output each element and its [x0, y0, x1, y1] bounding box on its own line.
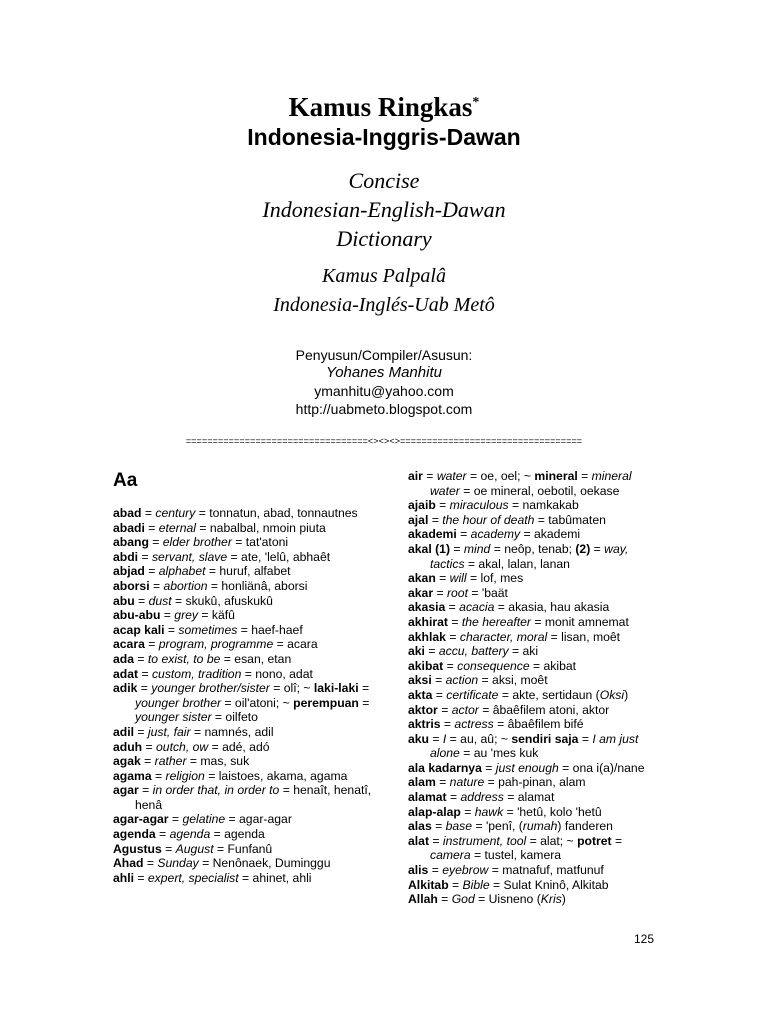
dictionary-entry [113, 725, 373, 740]
entry-text: = [431, 819, 446, 834]
entry-text: = henaît, henatî, henâ [135, 783, 372, 812]
left-column [113, 506, 373, 885]
entry-headword: agama [113, 768, 152, 783]
dictionary-entry [408, 863, 658, 878]
entry-headword: aksi [408, 673, 432, 688]
entry-translation: accu, battery [438, 644, 509, 659]
entry-text: = [155, 827, 170, 842]
entry-headword: perempuan [293, 695, 359, 710]
entry-text: = [448, 877, 463, 892]
entry-translation: actress [454, 717, 494, 732]
entry-headword: agar-agar [113, 812, 169, 827]
right-column [408, 469, 658, 907]
dictionary-entry [408, 775, 658, 790]
entry-headword: Agustus [113, 841, 162, 856]
entry-headword: abu-abu [113, 608, 161, 623]
entry-translation: eternal [158, 520, 196, 535]
entry-headword: aktor [408, 702, 438, 717]
entry-text: = [431, 673, 446, 688]
entry-headword: aki [408, 644, 425, 659]
entry-translation: the hour of death [442, 512, 535, 527]
entry-headword: ajal [408, 512, 429, 527]
entry-text: = [445, 600, 460, 615]
entry-text: = [443, 658, 458, 673]
entry-translation: hawk [474, 804, 504, 819]
entry-translation: address [460, 790, 504, 805]
entry-text: = 'baät [467, 585, 508, 600]
entry-text: = au, aû; ~ [446, 731, 512, 746]
entry-headword: acap kali [113, 622, 165, 637]
entry-text: ) fanderen [557, 819, 613, 834]
entry-text: = alamat [503, 790, 555, 805]
entry-text: = aksi, moêt [478, 673, 548, 688]
entry-text: = agenda [210, 827, 265, 842]
dictionary-entry [408, 790, 658, 805]
compiler-blog: http://uabmeto.blogspot.com [295, 401, 473, 417]
entry-headword: mineral [534, 469, 578, 483]
entry-translation: academy [470, 527, 521, 542]
entry-headword: laki-laki [313, 681, 359, 696]
english-title [0, 166, 768, 253]
entry-translation: way, tactics [430, 541, 629, 571]
entry-translation: the hereafter [461, 614, 531, 629]
entry-text: = [435, 498, 450, 513]
entry-translation: abortion [163, 578, 208, 593]
entry-translation: Bible [462, 877, 490, 892]
dictionary-entry [408, 615, 658, 630]
dictionary-entry [408, 834, 658, 863]
entry-headword: akhlak [408, 629, 446, 644]
entry-translation: root [446, 585, 468, 600]
entry-text: = [578, 731, 593, 746]
entry-translation: just, fair [147, 724, 191, 739]
entry-text: = [446, 790, 461, 805]
entry-headword: acara [113, 637, 145, 652]
entry-text: = [160, 608, 175, 623]
title-footnote-mark: * [472, 95, 480, 110]
entry-headword: alas [408, 819, 432, 834]
dictionary-entry [408, 630, 658, 645]
entry-text: = [144, 637, 159, 652]
dawan-title [0, 262, 768, 320]
entry-text: = âbaêfilem atoni, aktor [478, 702, 610, 717]
entry-text: = [435, 571, 450, 586]
entry-translation: just enough [495, 760, 559, 775]
title-main-text: Kamus Ringkas [288, 92, 473, 122]
entry-headword: Alkitab [408, 877, 449, 892]
entry-text: = käfû [198, 608, 235, 623]
entry-text: = [358, 695, 370, 710]
entry-text: = 'hetû, kolo 'hetû [503, 804, 602, 819]
dictionary-entry [113, 550, 373, 565]
entry-text: = [577, 469, 592, 483]
entry-translation: consequence [457, 658, 530, 673]
entry-headword: aborsi [113, 578, 150, 593]
entry-text: = [138, 549, 152, 564]
entry-translation: acacia [459, 600, 495, 615]
entry-translation: century [155, 506, 196, 520]
entry-translation: water [436, 469, 467, 483]
dictionary-entry [113, 856, 373, 871]
entry-headword: akar [408, 585, 434, 600]
entry-headword: akademi [408, 527, 457, 542]
dictionary-entry [113, 812, 373, 827]
compiler-name: Yohanes Manhitu [326, 364, 442, 381]
entry-headword: ada [113, 651, 135, 666]
dictionary-entry [113, 564, 373, 579]
entry-headword: adil [113, 724, 134, 739]
entry-headword: abang [113, 535, 149, 550]
entry-translation: base [445, 819, 473, 834]
entry-text: = neôp, tenab; [490, 541, 576, 556]
entry-headword: agak [113, 754, 141, 769]
entry-text: = nabalbal, nmoin piuta [196, 520, 326, 535]
entry-text: = [432, 687, 447, 702]
entry-translation: actor [451, 702, 479, 717]
entry-text: ) [561, 892, 566, 907]
dictionary-entry [113, 652, 373, 667]
dictionary-entry [113, 769, 373, 784]
entry-text: = akte, sertidaun ( [498, 687, 600, 702]
entry-text: = [433, 585, 447, 600]
entry-headword: akhirat [408, 614, 448, 629]
entry-text: = [611, 833, 623, 848]
separator-line: ==================================<><><>================================== [185, 436, 583, 446]
dictionary-entry [408, 819, 658, 834]
entry-translation: gelatine [182, 812, 226, 827]
section-heading: Aa [113, 470, 138, 491]
dictionary-entry [113, 871, 373, 886]
entry-translation: servant, slave [151, 549, 228, 564]
entry-translation: rather [154, 754, 187, 769]
dictionary-entry [113, 827, 373, 842]
dictionary-entry [408, 673, 658, 688]
dictionary-entry [113, 681, 373, 725]
entry-text: = huruf, alfabet [205, 564, 291, 579]
entry-text: = matnafuf, matfunuf [488, 863, 604, 878]
entry-text: = Funfanû [213, 841, 273, 856]
entry-text: = [437, 702, 452, 717]
dictionary-entry [113, 608, 373, 623]
entry-headword: abjad [113, 564, 145, 579]
entry-text: = [161, 841, 176, 856]
entry-text: = [144, 564, 159, 579]
entry-headword: akasia [408, 600, 446, 615]
entry-headword: abad [113, 506, 142, 520]
entry-headword: (2) [575, 541, 591, 556]
entry-text: = âbaêfilem bifé [493, 717, 584, 732]
dictionary-entry [113, 667, 373, 682]
dawan-title-line: Kamus Palpalâ [322, 265, 446, 287]
entry-translation: dust [148, 593, 172, 608]
dictionary-entry [408, 878, 658, 893]
entry-text: = [428, 863, 443, 878]
entry-translation: alphabet [158, 564, 206, 579]
entry-headword: adat [113, 666, 139, 681]
entry-text: = oe, oel; ~ [466, 469, 535, 483]
entry-text: = oil'atoni; ~ [221, 695, 294, 710]
entry-headword: alap-alap [408, 804, 461, 819]
dictionary-entry [113, 579, 373, 594]
entry-headword: sendiri saja [511, 731, 579, 746]
entry-translation: mineral water [430, 469, 632, 498]
entry-text: = haef-haef [237, 622, 303, 637]
dictionary-entry [408, 469, 658, 498]
entry-text: = alat; ~ [526, 833, 578, 848]
entry-text: = [437, 892, 452, 907]
entry-text: = tustel, kamera [470, 848, 562, 863]
entry-headword: ahli [113, 870, 134, 885]
entry-headword: akibat [408, 658, 444, 673]
entry-translation: Oksi [599, 687, 625, 702]
entry-text: = [151, 768, 166, 783]
entry-text: = [134, 651, 148, 666]
entry-text: = [143, 856, 158, 871]
entry-text: = Nenônaek, Duminggu [198, 856, 331, 871]
entry-text: = [137, 681, 152, 696]
entry-translation: August [175, 841, 214, 856]
dictionary-entry [408, 586, 658, 601]
compiler-email: ymanhitu@yahoo.com [314, 383, 454, 399]
dictionary-entry [113, 637, 373, 652]
entry-text: = [460, 804, 475, 819]
entry-translation: rumah [522, 819, 558, 834]
entry-text: = adé, adó [208, 739, 270, 754]
dictionary-entry [408, 527, 658, 542]
dictionary-entry [113, 842, 373, 857]
entry-text: = Sulat Kninô, Alkitab [489, 877, 609, 892]
entry-translation: eyebrow [442, 863, 489, 878]
dictionary-entry [408, 513, 658, 528]
dictionary-entry [113, 740, 373, 755]
entry-headword: aduh [113, 739, 143, 754]
entry-text: = ahinet, ahli [238, 870, 312, 885]
entry-headword: Ahad [113, 856, 144, 871]
entry-headword: air [408, 469, 423, 483]
entry-text: = lisan, moêt [547, 629, 621, 644]
entry-text: = akasia, hau akasia [494, 600, 610, 615]
entry-headword: abdi [113, 549, 139, 564]
entry-translation: camera [430, 848, 471, 863]
dictionary-entry [408, 644, 658, 659]
entry-headword: aku [408, 731, 430, 746]
entry-headword: akta [408, 687, 433, 702]
title-main [0, 92, 768, 123]
dictionary-entry [408, 805, 658, 820]
entry-headword: alam [408, 775, 436, 790]
dictionary-entry [408, 542, 658, 571]
entry-translation: will [449, 571, 467, 586]
dictionary-entry [113, 521, 373, 536]
entry-headword: akal (1) [408, 541, 451, 556]
entry-translation: elder brother [162, 535, 232, 550]
dictionary-entry [408, 688, 658, 703]
entry-translation: agenda [169, 827, 211, 842]
dictionary-entry [408, 498, 658, 513]
entry-translation: custom, tradition [151, 666, 242, 681]
entry-text: ) [624, 687, 629, 702]
entry-headword: ala kadarnya [408, 760, 482, 775]
entry-text: = ona i(a)/nane [558, 760, 645, 775]
entry-translation: Kris [540, 892, 562, 907]
entry-text: = mas, suk [186, 754, 250, 769]
entry-translation: nature [449, 775, 485, 790]
dictionary-entry [408, 717, 658, 732]
entry-text: = Uisneno ( [474, 892, 541, 907]
dictionary-entry [113, 535, 373, 550]
entry-headword: alis [408, 863, 429, 878]
entry-headword: alamat [408, 790, 447, 805]
entry-text: = oe mineral, oebotil, oekase [459, 483, 620, 498]
entry-headword: akan [408, 571, 436, 586]
dictionary-entry [113, 594, 373, 609]
dictionary-entry [408, 732, 658, 761]
compiler-label: Penyusun/Compiler/Asusun: [295, 347, 473, 363]
entry-translation: outch, ow [156, 739, 209, 754]
entry-text: = acara [273, 637, 318, 652]
entry-text: = oilfeto [211, 710, 258, 725]
entry-text: = [134, 724, 148, 739]
entry-text: = tat'atoni [231, 535, 289, 550]
entry-text: = namnés, adil [190, 724, 274, 739]
entry-translation: in order that, in order to [152, 783, 280, 798]
dictionary-entry [408, 761, 658, 776]
dictionary-entry [113, 754, 373, 769]
dictionary-entry [113, 623, 373, 638]
entry-translation: God [451, 892, 475, 907]
entry-text: = [164, 622, 179, 637]
entry-headword: aktris [408, 717, 441, 732]
entry-text: = [142, 739, 157, 754]
entry-text: = namkakab [508, 498, 579, 513]
entry-translation: younger brother [135, 695, 222, 710]
dictionary-entry [408, 892, 658, 907]
page-number: 125 [633, 932, 654, 946]
entry-text: = [422, 469, 437, 483]
entry-headword: agar [113, 783, 139, 798]
entry-text: = pah-pinan, alam [484, 775, 586, 790]
entry-text: = akademi [520, 527, 581, 542]
entry-headword: abadi [113, 520, 145, 535]
entry-text: = au 'mes kuk [459, 746, 539, 761]
entry-text: = [358, 681, 370, 696]
entry-text: = [429, 833, 443, 848]
entry-translation: miraculous [449, 498, 509, 513]
entry-text: = esan, etan [220, 651, 292, 666]
entry-headword: agenda [113, 827, 156, 842]
entry-text: = 'penî, ( [472, 819, 523, 834]
dictionary-entry [408, 600, 658, 615]
entry-text: = [450, 541, 464, 556]
entry-text: = [140, 754, 155, 769]
entry-text: = [149, 578, 164, 593]
entry-headword: alat [408, 833, 430, 848]
entry-text: = [168, 812, 183, 827]
entry-translation: character, moral [459, 629, 548, 644]
entry-translation: instrument, tool [442, 833, 527, 848]
dictionary-entry [113, 783, 373, 812]
entry-text: = aki [508, 644, 539, 659]
entry-text: = akal, lalan, lanan [464, 556, 570, 571]
entry-translation: Sunday [157, 856, 199, 871]
dictionary-entry [113, 506, 373, 521]
dictionary-entry [408, 703, 658, 718]
entry-text: = [148, 535, 163, 550]
entry-headword: ajaib [408, 498, 436, 513]
entry-translation: to exist, to be [147, 651, 221, 666]
entry-text: = laistoes, akama, agama [204, 768, 348, 783]
entry-text: = [590, 541, 605, 556]
entry-text: = olî; ~ [269, 681, 314, 696]
entry-headword: adik [113, 681, 138, 696]
title-sub: Indonesia-Inggris-Dawan [247, 124, 521, 150]
dictionary-entry [408, 659, 658, 674]
entry-translation: program, programme [158, 637, 274, 652]
entry-text: = [424, 644, 439, 659]
entry-text: = honliänâ, aborsi [207, 578, 308, 593]
english-title-line: Concise [348, 168, 420, 193]
entry-text: = skukû, afuskukû [171, 593, 273, 608]
entry-text: = lof, mes [466, 571, 524, 586]
dawan-title-line: Indonesia-Inglés-Uab Metô [273, 294, 495, 316]
entry-translation: younger sister [135, 710, 212, 725]
entry-text: = [440, 717, 455, 732]
entry-text: = [144, 520, 159, 535]
english-title-line: Indonesian-English-Dawan [262, 197, 506, 222]
compiler-block [0, 346, 768, 418]
entry-text: = ate, 'lelû, abhaêt [227, 549, 331, 564]
entry-text: = agar-agar [225, 812, 292, 827]
entry-text: = [435, 775, 450, 790]
entry-text: = [141, 506, 156, 520]
entry-text: = [138, 783, 153, 798]
entry-text: = [481, 760, 496, 775]
entry-text: = [456, 527, 471, 542]
entry-text: = [447, 614, 462, 629]
entry-translation: I [442, 731, 447, 746]
entry-translation: I am just alone [430, 731, 639, 761]
entry-text: = nono, adat [241, 666, 313, 681]
entry-text: = tabûmaten [534, 512, 606, 527]
english-title-line: Dictionary [336, 226, 432, 251]
entry-headword: Allah [408, 892, 438, 907]
entry-text: = [134, 593, 149, 608]
entry-translation: religion [165, 768, 205, 783]
entry-translation: expert, specialist [147, 870, 239, 885]
entry-translation: action [445, 673, 479, 688]
entry-translation: younger brother/sister [151, 681, 270, 696]
entry-text: = [428, 512, 443, 527]
entry-text: = [134, 870, 148, 885]
entry-translation: certificate [446, 687, 499, 702]
entry-headword: abu [113, 593, 135, 608]
entry-text: = monit amnemat [530, 614, 629, 629]
entry-translation: mind [463, 541, 491, 556]
entry-text: = [445, 629, 460, 644]
entry-text: = tonnatun, abad, tonnautnes [195, 506, 358, 520]
entry-translation: grey [174, 608, 199, 623]
dictionary-entry [408, 571, 658, 586]
entry-text: = [138, 666, 152, 681]
entry-text: = [429, 731, 443, 746]
entry-headword: potret [577, 833, 612, 848]
entry-translation: sometimes [178, 622, 238, 637]
entry-text: = akibat [529, 658, 577, 673]
